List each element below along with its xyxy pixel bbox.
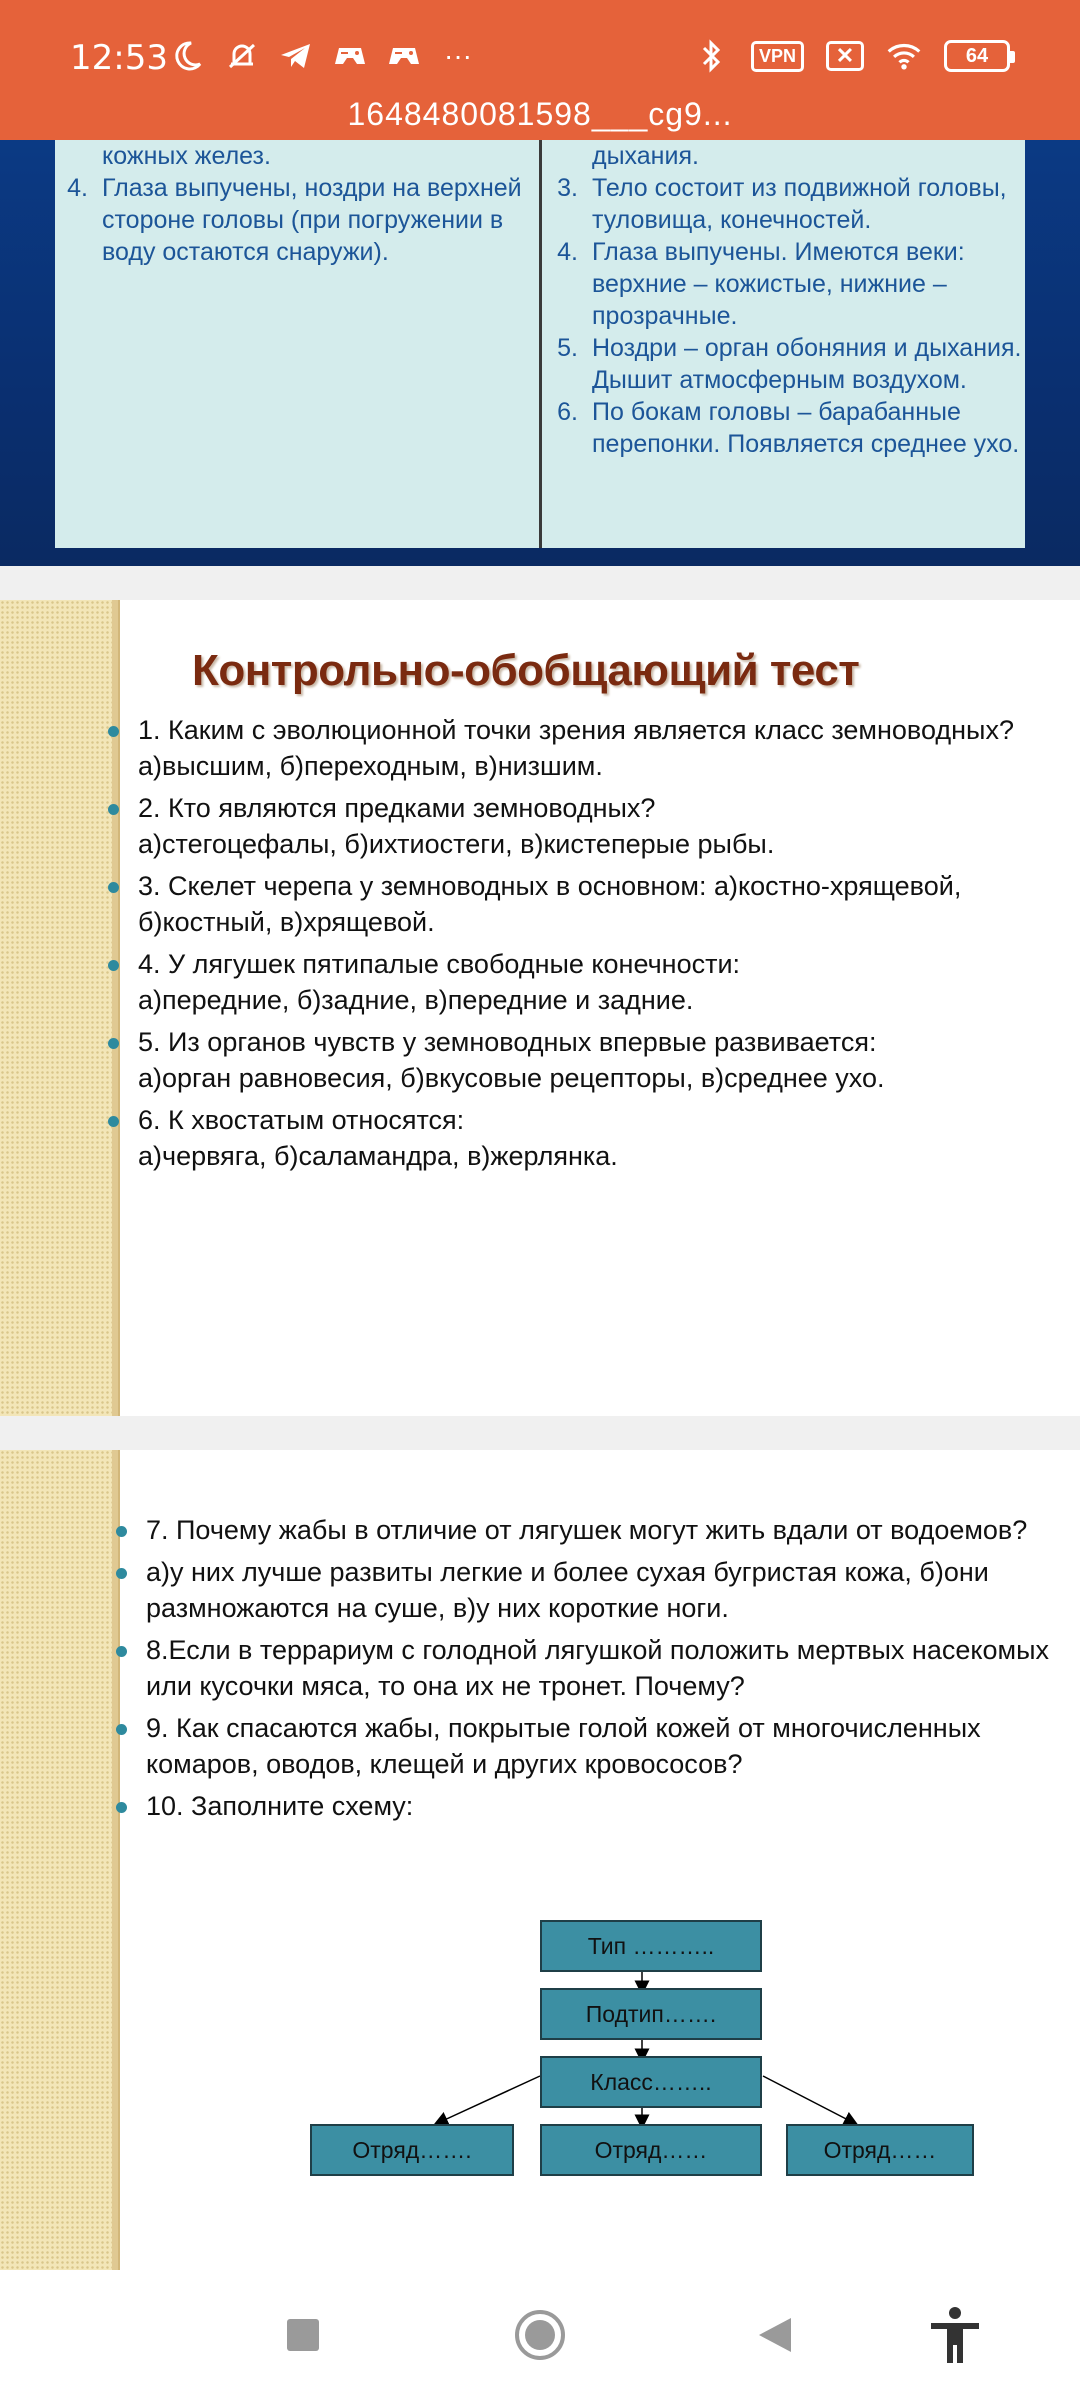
item-number: 4. [557, 238, 578, 266]
gamepad-icon-2 [386, 36, 422, 76]
moon-icon [170, 36, 206, 76]
wifi-icon [886, 36, 922, 76]
recents-square-icon [283, 2315, 323, 2355]
question-list [108, 712, 1080, 1180]
scheme-box-type: Тип ……….. [540, 1920, 762, 1972]
item-number: 5. [557, 334, 578, 362]
question-text: 1. Каким с эволюционной точки зрения является класс земноводных? [138, 715, 1014, 745]
list-item [108, 712, 1080, 784]
item-text: Глаза выпучены. Имеются веки: верхние – кожистые, нижние – прозрачные. [592, 238, 965, 330]
list-item [108, 1024, 1080, 1096]
question-list [116, 1512, 1080, 1830]
telegram-icon [278, 36, 314, 76]
question-text: 6. К хвостатым относятся: [138, 1105, 465, 1135]
navigation-bar [0, 2270, 1080, 2400]
list-item: 8.Если в террариум с голодной лягушкой положить мертвых насекомых или кусочки мяса, то она их не тронет. Почему? [116, 1632, 1080, 1704]
answer-options: б)костный, в)хрящевой. [138, 907, 435, 937]
recents-button[interactable] [268, 2300, 338, 2370]
bluetooth-icon [693, 36, 729, 76]
list-item [545, 332, 1025, 396]
item-number: 6. [557, 398, 578, 426]
list-item: а)у них лучше развиты легкие и более сухая бугристая кожа, б)они размножаются на суше, в)у них короткие ноги. [116, 1554, 1080, 1626]
question-text: 5. Из органов чувств у земноводных впервые развивается: [138, 1027, 877, 1057]
item-text: По бокам головы – барабанные перепонки. Появляется среднее ухо. [592, 398, 1020, 458]
battery-icon: 64 [944, 40, 1010, 72]
decorative-stripe [0, 1450, 118, 2270]
list-item: 9. Как спасаются жабы, покрытые голой кожей от многочисленных комаров, оводов, клещей и других кровососов? [116, 1710, 1080, 1782]
decorative-stripe [0, 600, 118, 1416]
status-icons-right [693, 36, 1010, 76]
back-triangle-icon [753, 2313, 797, 2357]
list-item: 10. Заполните схему: [116, 1788, 1080, 1824]
home-circle-icon [512, 2307, 568, 2363]
no-sim-icon: ✕ [826, 41, 864, 71]
top-bar [0, 0, 1080, 140]
scheme-box-order-middle: Отряд…… [540, 2124, 762, 2176]
list-item [55, 172, 525, 268]
list-item: дыхания. [592, 142, 699, 170]
right-column [545, 140, 1025, 460]
more-notifications-icon: ··· [444, 40, 472, 71]
list-item: кожных желез. [102, 142, 271, 170]
scheme-box-subtype: Подтип……. [540, 1988, 762, 2040]
list-item [545, 172, 1025, 236]
list-item [108, 790, 1080, 862]
left-column [55, 140, 525, 268]
scheme-box-order-left: Отряд……. [310, 2124, 514, 2176]
answer-options: а)стегоцефалы, б)ихтиостеги, в)кистеперые рыбы. [138, 829, 775, 859]
list-item [108, 1102, 1080, 1174]
column-divider [539, 140, 542, 548]
home-button[interactable] [505, 2300, 575, 2370]
question-text: 2. Кто являются предками земноводных? [138, 793, 656, 823]
clock: 12:53 [70, 38, 168, 78]
slide-3 [0, 1450, 1080, 2270]
slide-title: Контрольно-обобщающий тест [192, 646, 860, 695]
document-title: 1648480081598___cg9... [347, 96, 733, 132]
answer-options: а)червяга, б)саламандра, в)жерлянка. [138, 1141, 618, 1171]
list-item [108, 868, 1080, 940]
status-icons-left [170, 36, 476, 76]
item-number: 4. [67, 174, 88, 202]
item-text: Тело состоит из подвижной головы, туловища, конечностей. [592, 174, 1007, 234]
answer-options: а)передние, б)задние, в)передние и задние. [138, 985, 694, 1015]
question-text: 3. Скелет черепа у земноводных в основном: а)костно-хрящевой, [138, 871, 962, 901]
list-item [545, 396, 1025, 460]
gamepad-icon [332, 36, 368, 76]
slide-1-table [55, 140, 1025, 548]
item-number: 3. [557, 174, 578, 202]
status-bar [0, 30, 1080, 90]
muted-bell-icon [224, 36, 260, 76]
item-text: Ноздри – орган обоняния и дыхания. Дышит атмосферным воздухом. [592, 334, 1022, 394]
question-text: 4. У лягушек пятипалые свободные конечности: [138, 949, 741, 979]
scheme-box-class: Класс…….. [540, 2056, 762, 2108]
answer-options: а)высшим, б)переходным, в)низшим. [138, 751, 603, 781]
list-item: 7. Почему жабы в отличие от лягушек могут жить вдали от водоемов? [116, 1512, 1080, 1548]
item-text: Глаза выпучены, ноздри на верхней стороне головы (при погружении в воду остаются снаружи). [102, 174, 522, 266]
accessibility-icon [927, 2305, 983, 2365]
accessibility-button[interactable] [920, 2300, 990, 2370]
list-item [108, 946, 1080, 1018]
slide-2 [0, 600, 1080, 1416]
list-item [545, 236, 1025, 332]
vpn-icon: VPN [751, 41, 804, 72]
answer-options: а)орган равновесия, б)вкусовые рецепторы, в)среднее ухо. [138, 1063, 885, 1093]
scheme-box-order-right: Отряд…… [786, 2124, 974, 2176]
back-button[interactable] [740, 2300, 810, 2370]
slide-1 [0, 140, 1080, 566]
